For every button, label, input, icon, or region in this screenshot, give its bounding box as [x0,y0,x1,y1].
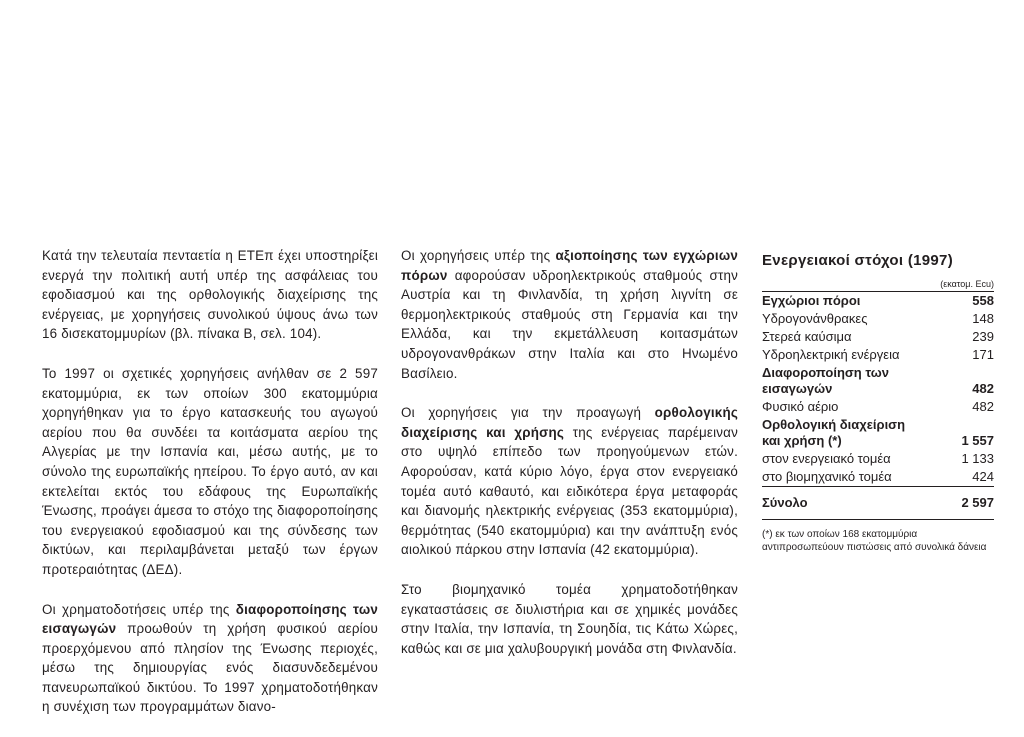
row-label: Υδρογονάνθρακες [762,311,868,326]
panel-title: Ενεργειακοί στόχοι (1997) [762,252,953,269]
text-column-left [42,246,378,737]
bold-phrase: αξιοποίησης των εγχώριων πόρων [401,248,738,283]
row-label: Εγχώριοι πόροι [762,292,961,311]
table-row [762,450,994,468]
total-row [762,487,994,520]
energy-targets-panel [762,252,994,554]
row-label: Φυσικό αέριο [762,399,839,414]
paragraph: Το 1997 οι σχετικές χορηγήσεις ανήλθαν σε 2 597 εκατομμύρια, εκ των οποίων 300 εκατομμύρια χορηγήθηκαν για το έργο κατασκευής του αγωγού αερίου που θα συνδέει τα κοιτάσματα αερίου της Αλγερίας με την Ισπανία και, μέσω αυτής, με το σύνολο της ευρωπαϊκής ηπείρου. Το έργο αυτό, αν και εκτελείται εκτός του εδάφους της Ευρωπαϊκής Ένωσης, προάγει άμεσα το στόχο της διαφοροποίησης του ενεργειακού εφοδιασμού και της σύνδεσης των δικτύων, και περιλαμβάνεται μεταξύ των έργων προτεραιότητας (ΔΕΔ). [42,365,378,577]
bold-phrase: ορθολογικής διαχείρισης και χρήσης [401,405,738,440]
paragraph: Κατά την τελευταία πενταετία η ΕΤΕπ έχει υποστηρίξει ενεργά την πολιτική αυτή υπέρ της ασφάλειας του εφοδιασμού και της ορθολογικής διαχείρισης της ενέργειας, με χορηγήσεις συνολικού ύψους άνω των 16 δισεκατομμυρίων (βλ. πίνακα Β, σελ. 104). [42,248,378,342]
row-value: 482 [972,381,994,396]
paragraph-text: προωθούν τη χρήση φυσικού αερίου προερχόμενου από πλησίον της Ένωσης περιοχές, μέσω της δημιουργίας ενός διασυνδεδεμένου πανευρωπαϊκού δικτύου. Το 1997 χρηματοδοτήθηκαν η συνέχιση των προγραμμάτων διανο- [42,621,378,715]
row-label: Ορθολογική διαχείριση και χρήση (*) [762,417,906,448]
bold-phrase: διαφοροποίησης των εισαγωγών [42,601,378,637]
row-label: Στερεά καύσιμα [762,329,852,344]
table-row [762,328,994,346]
row-value: 424 [972,469,994,484]
row-label: στον ενεργειακό τομέα [762,451,891,466]
row-value: 148 [972,311,994,326]
paragraph-text: Οι χρηματοδοτήσεις υπέρ της [42,601,236,617]
paragraph [401,403,738,560]
table-row [762,398,994,416]
row-value: 482 [972,399,994,414]
row-value: 558 [961,292,994,311]
table-row [762,468,994,487]
row-value: 171 [972,347,994,362]
footnote: (*) εκ των οποίων 168 εκατομμύρια αντιπροσωπεύουν πιστώσεις από συνολικά δάνεια [762,529,987,553]
row-label: Διαφοροποίηση των εισαγωγών [762,365,889,396]
table-row [762,292,994,311]
row-value: 1 133 [961,451,994,466]
text-column-middle [401,246,738,678]
paragraph-text: Οι χορηγήσεις υπέρ της [401,248,556,263]
table-row [762,416,994,450]
table-row [762,364,994,398]
total-value: 2 597 [961,487,994,520]
paragraph [42,600,378,718]
paragraph [401,246,738,383]
total-label: Σύνολο [762,487,961,520]
paragraph-text: Οι χορηγήσεις για την προαγωγή [401,405,655,421]
paragraph-text: αφορούσαν υδροηλεκτρικούς σταθμούς στην Αυστρία και τη Φινλανδία, τη χρήση λιγνίτη σε θερμοηλεκτρικούς σταθμούς στη Γερμανία και την Ελλάδα, και την εκμετάλλευση κοιτασμάτων υδρογονανθράκων στην Ιταλία και στο Ηνωμένο Βασίλειο. [401,267,738,381]
paragraph: Στο βιομηχανικό τομέα χρηματοδοτήθηκαν εγκαταστάσεις σε διυλιστήρια και σε χημικές μονάδες στην Ιταλία, την Ισπανία, τη Σουηδία, τις Κάτω Χώρες, καθώς και σε μια χαλυβουργική μονάδα στη Φινλανδία. [401,581,738,656]
table-row [762,310,994,328]
energy-targets-table [762,291,994,520]
row-value: 1 557 [961,433,994,448]
unit-label: (εκατομ. Ecu) [940,279,994,289]
table-row [762,346,994,364]
paragraph-text: της ενέργειας παρέμειναν στο υψηλό επίπεδο των προηγούμενων ετών. Αφορούσαν, κατά κύριο λόγο, έργα στον ενεργειακό τομέα αυτό καθαυτό, και ειδικότερα έργα μεταφοράς και διανομής ηλεκτρικής ενέργειας (353 εκατομμύρια), θερμότητας (540 εκατομμύρια) και την ανάπτυξη ενός αιολικού πάρκου στην Ισπανία (42 εκατομμύρια). [401,424,738,558]
row-label: στο βιομηχανικό τομέα [762,469,892,484]
row-label: Υδροηλεκτρική ενέργεια [762,347,900,362]
row-value: 239 [972,329,994,344]
